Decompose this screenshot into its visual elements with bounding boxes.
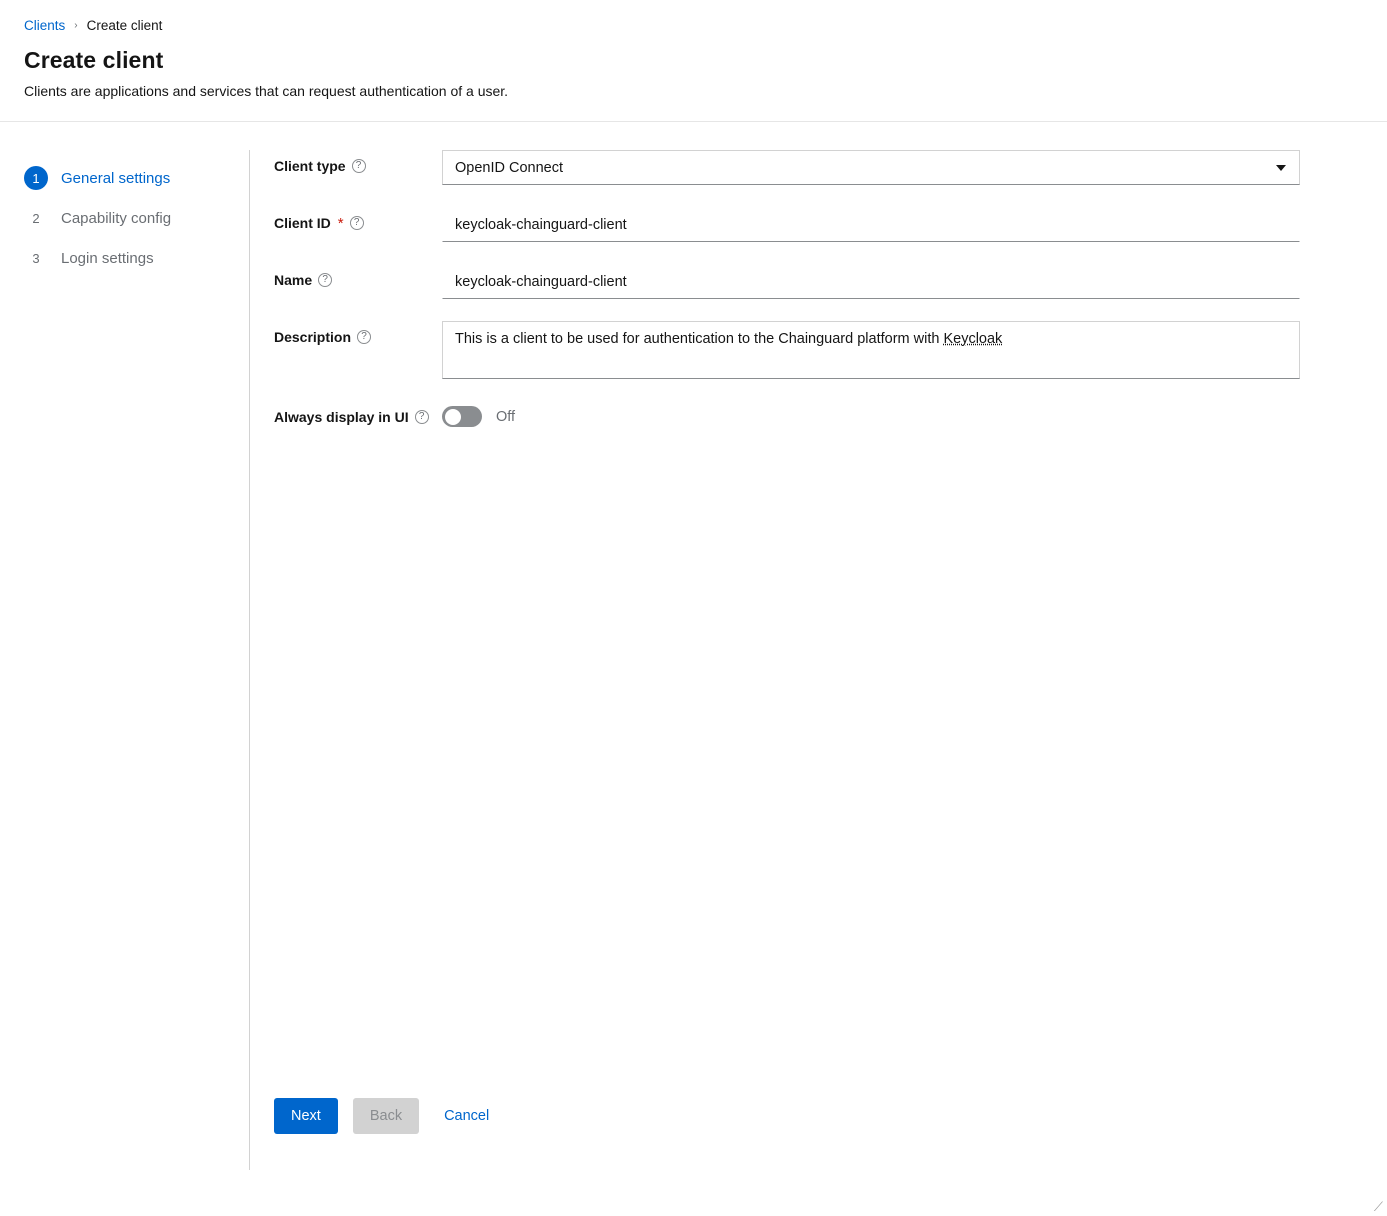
label-client-id bbox=[274, 207, 442, 231]
wizard-step-login-settings[interactable] bbox=[24, 238, 249, 278]
wizard-actions bbox=[274, 1098, 499, 1134]
step-label: General settings bbox=[61, 169, 171, 187]
field-row-client-type bbox=[274, 150, 1387, 185]
step-number: 2 bbox=[32, 210, 40, 226]
label-text: Description bbox=[274, 329, 352, 345]
label-name bbox=[274, 264, 442, 288]
wizard-step-general-settings[interactable] bbox=[24, 158, 249, 198]
step-label: Capability config bbox=[61, 209, 172, 227]
step-label: Login settings bbox=[61, 249, 154, 267]
label-text: Name bbox=[274, 272, 313, 288]
next-button[interactable]: Next bbox=[274, 1098, 338, 1134]
wizard-step-capability-config[interactable] bbox=[24, 198, 249, 238]
resize-handle-icon: ⟋ bbox=[1373, 1199, 1383, 1214]
breadcrumb-current: Create client bbox=[86, 18, 163, 33]
help-icon[interactable]: ? bbox=[352, 159, 366, 173]
required-asterisk: * bbox=[337, 214, 344, 232]
help-icon[interactable]: ? bbox=[415, 410, 429, 424]
field-row-client-id bbox=[274, 207, 1387, 242]
help-icon[interactable]: ? bbox=[357, 330, 371, 344]
field-client-id bbox=[442, 207, 1300, 242]
page-header bbox=[0, 33, 1387, 122]
label-text: Client ID bbox=[274, 215, 331, 231]
label-text: Client type bbox=[274, 158, 346, 174]
client-id-input[interactable] bbox=[442, 207, 1300, 242]
label-always-display-in-ui bbox=[274, 401, 442, 425]
field-name bbox=[442, 264, 1300, 299]
page-title: Create client bbox=[24, 47, 164, 73]
step-number: 3 bbox=[32, 250, 40, 266]
description-text-prefix: This is a client to be used for authentication to the Chainguard platform with bbox=[455, 331, 944, 347]
field-row-always-display-in-ui bbox=[274, 401, 1387, 427]
field-row-name bbox=[274, 264, 1387, 299]
label-description bbox=[274, 321, 442, 345]
description-textarea[interactable] bbox=[442, 321, 1300, 379]
help-icon[interactable]: ? bbox=[318, 273, 332, 287]
step-number: 1 bbox=[24, 166, 48, 190]
wizard-step-nav bbox=[0, 150, 249, 1170]
description-text-misspelled: Keycloak bbox=[943, 331, 1003, 347]
back-button: Back bbox=[353, 1098, 419, 1134]
name-input[interactable] bbox=[442, 264, 1300, 299]
create-client-wizard bbox=[0, 122, 1387, 1170]
label-text: Always display in UI bbox=[274, 409, 409, 425]
client-type-select[interactable] bbox=[442, 150, 1300, 185]
cancel-button[interactable]: Cancel bbox=[434, 1098, 499, 1134]
toggle-state-label: Off bbox=[496, 408, 516, 425]
field-description bbox=[442, 321, 1300, 379]
chevron-right-icon: › bbox=[74, 19, 78, 31]
label-client-type bbox=[274, 150, 442, 174]
field-client-type bbox=[442, 150, 1300, 185]
wizard-content-panel bbox=[249, 150, 1387, 1170]
breadcrumb bbox=[0, 0, 1387, 33]
page-subtitle: Clients are applications and services that can request authentication of a user. bbox=[24, 83, 509, 99]
breadcrumb-link-clients[interactable]: Clients bbox=[24, 18, 66, 33]
field-row-description bbox=[274, 321, 1387, 379]
always-display-toggle[interactable] bbox=[442, 406, 482, 427]
field-always-display-in-ui bbox=[442, 401, 1300, 427]
help-icon[interactable]: ? bbox=[350, 216, 364, 230]
toggle-knob bbox=[445, 409, 461, 425]
